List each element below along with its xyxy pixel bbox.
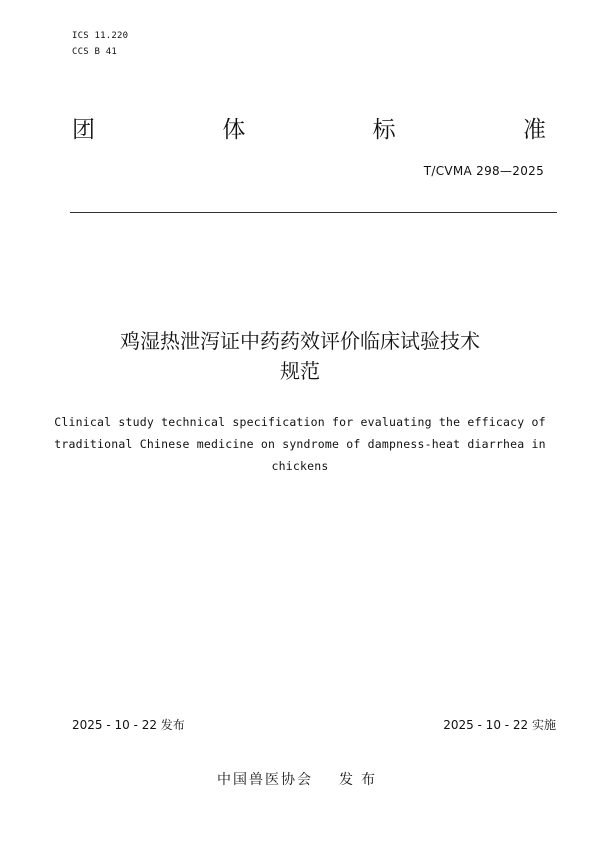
title-english-line: Clinical study technical specification for evaluating the efficacy of bbox=[54, 415, 546, 429]
title-english bbox=[40, 411, 560, 477]
issue-date: 2025 - 10 - 22 发布 bbox=[72, 718, 185, 732]
implementation-date: 2025 - 10 - 22 实施 bbox=[443, 718, 556, 732]
ccs-code: CCS B 41 bbox=[72, 47, 117, 57]
standard-type-char: 团 bbox=[72, 117, 95, 143]
title-chinese bbox=[40, 326, 560, 386]
title-english-line: traditional Chinese medicine on syndrome of dampness-heat diarrhea in bbox=[54, 437, 546, 451]
standard-type-char: 准 bbox=[522, 117, 546, 143]
title-english-line: chickens bbox=[271, 459, 329, 473]
title-chinese-line: 鸡湿热泄泻证中药药效评价临床试验技术 bbox=[120, 329, 480, 353]
title-chinese-line: 规范 bbox=[280, 359, 320, 383]
standard-type-char: 标 bbox=[372, 117, 396, 143]
publisher-org: 中国兽医协会 bbox=[217, 772, 313, 788]
standard-type-char: 体 bbox=[222, 117, 246, 143]
publisher-verb: 发布 bbox=[339, 772, 383, 788]
header-divider bbox=[70, 212, 557, 213]
standard-type-heading bbox=[72, 114, 546, 146]
ics-code: ICS 11.220 bbox=[72, 31, 129, 41]
standard-code: T/CVMA 298—2025 bbox=[423, 164, 544, 178]
publisher-line bbox=[40, 770, 560, 790]
